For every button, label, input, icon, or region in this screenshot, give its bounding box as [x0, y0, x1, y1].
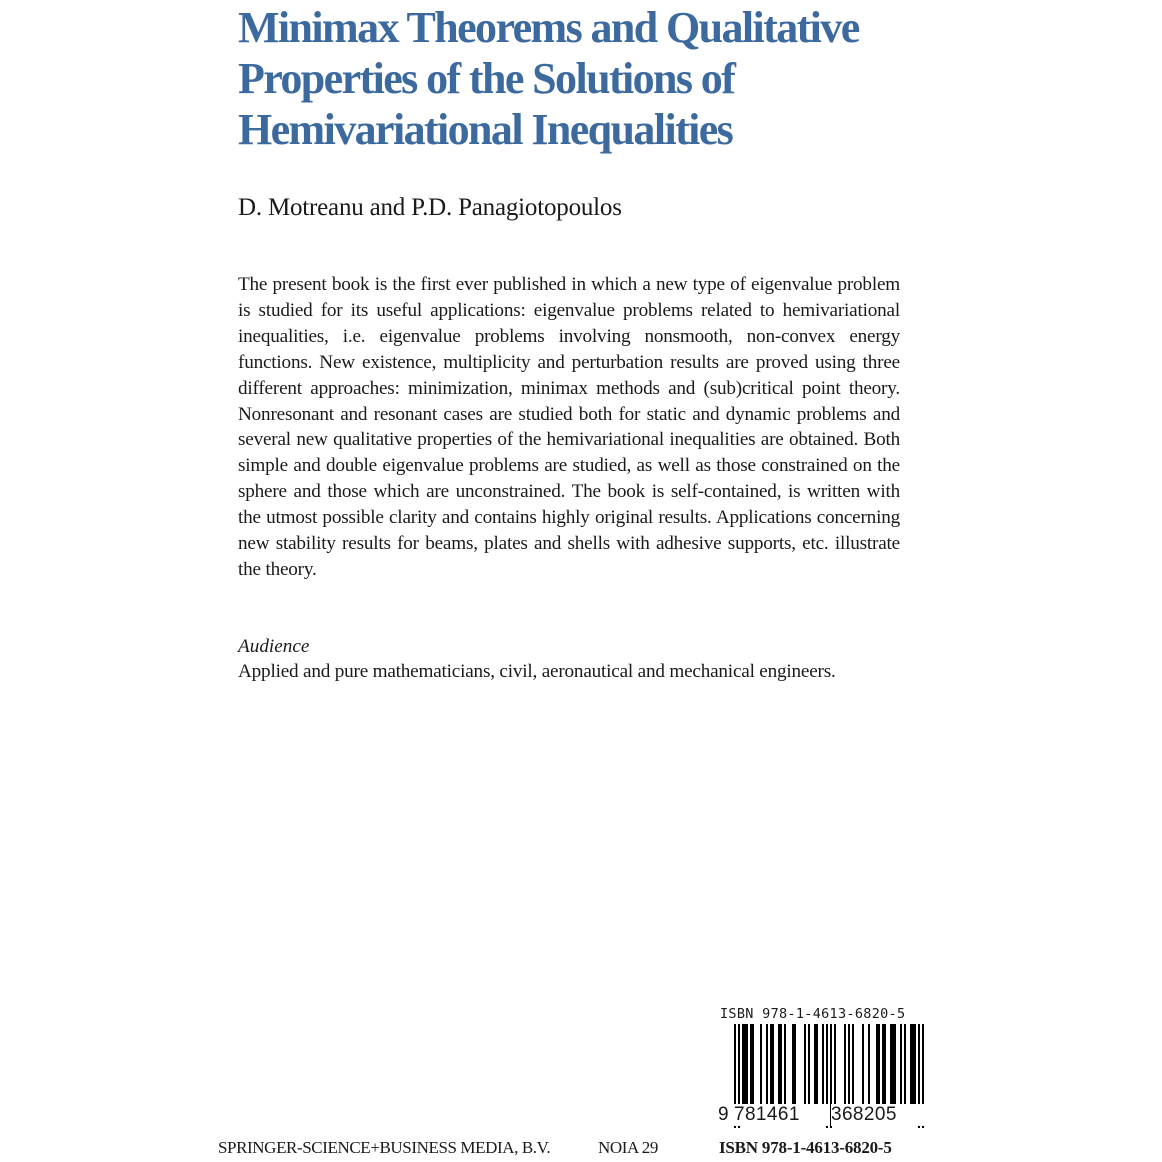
footer-series: NOIA 29: [598, 1138, 659, 1157]
book-authors: D. Motreanu and P.D. Panagiotopoulos: [238, 194, 622, 221]
book-title-line-1: Minimax Theorems and Qualitative: [238, 3, 859, 52]
book-title: [238, 2, 938, 155]
audience-heading: Audience: [238, 636, 310, 657]
book-title-line-3: Hemivariational Inequalities: [238, 105, 733, 154]
barcode-right-digits: 368205: [831, 1104, 929, 1126]
isbn-barcode: [718, 1006, 940, 1126]
book-description: The present book is the first ever published in which a new type of eigenvalue problem is studied for its useful applications: eigenvalue problems related to hemivariational inequalities, i.e. eigenvalue problems involving nonsmooth, non-convex energy functions. New existence, multiplicity and perturbation results are proved using three different approaches: minimization, minimax methods and (sub)critical point theory. Nonresonant and resonant cases are studied both for static and dynamic problems and several new qualitative properties of the hemivariational inequalities are obtained. Both simple and double eigenvalue problems are studied, as well as those constrained on the sphere and those which are unconstrained. The book is self-contained, is written with the utmost possible clarity and contains highly original results. Applications concerning new stability results for beams, plates and shells with adhesive supports, etc. illustrate the theory.: [238, 274, 900, 580]
audience-text: Applied and pure mathematicians, civil, aeronautical and mechanical engineers.: [238, 661, 836, 682]
footer-publisher: SPRINGER-SCIENCE+BUSINESS MEDIA, B.V.: [218, 1138, 551, 1157]
footer-isbn: ISBN 978-1-4613-6820-5: [719, 1138, 892, 1157]
barcode-isbn-label: ISBN 978-1-4613-6820-5: [720, 1006, 906, 1022]
barcode-first-digit: 9: [718, 1104, 729, 1125]
book-title-line-2: Properties of the Solutions of: [238, 54, 735, 103]
barcode-left-digits: 781461: [734, 1104, 830, 1126]
